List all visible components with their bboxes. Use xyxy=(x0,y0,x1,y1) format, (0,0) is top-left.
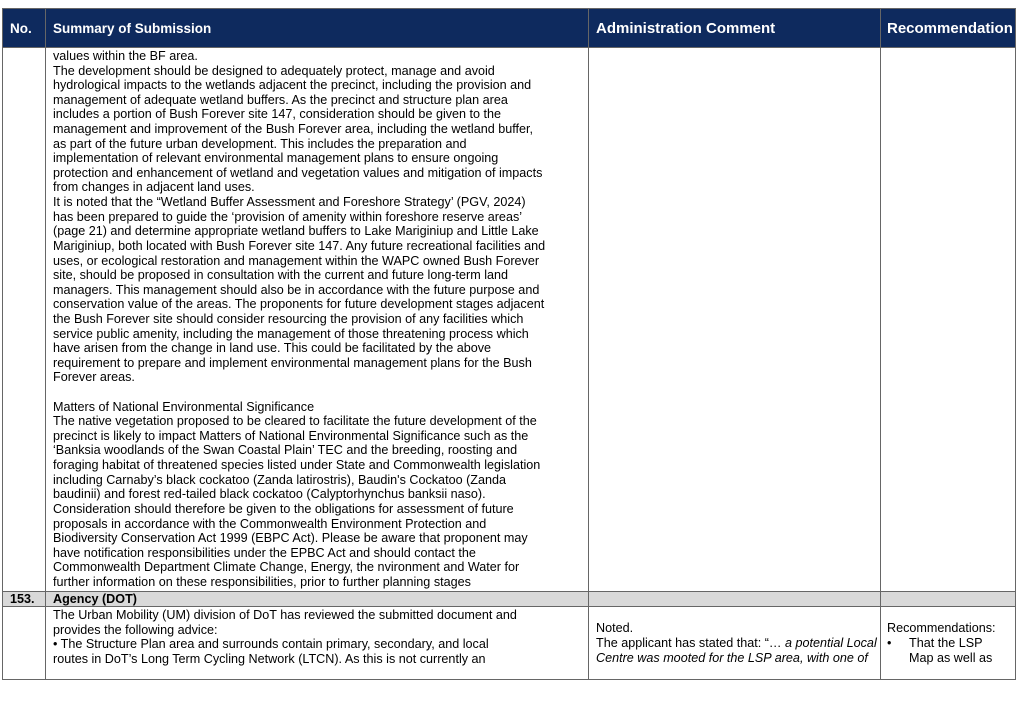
summary-line: provides the following advice: xyxy=(53,622,218,637)
summary-cell xyxy=(46,607,589,680)
admin-quote-italic: a potential Local xyxy=(785,636,877,650)
summary-line: have notification responsibilities under the EPBC Act and should contact the xyxy=(53,545,476,560)
agency-row xyxy=(3,592,1016,607)
recommendation-cell xyxy=(881,48,1016,592)
summary-line: routes in DoT’s Long Term Cycling Network (LTCN). As this is not currently an xyxy=(53,651,486,666)
summary-line: (page 21) and determine appropriate wetland buffers to Lake Mariginiup and Little Lake xyxy=(53,224,539,239)
summary-line: foraging habitat of threatened species listed under State and Commonwealth legislation xyxy=(53,458,541,473)
recommendation-cell xyxy=(881,607,1016,680)
summary-line: Consideration should therefore be given to the obligations for assessment of future xyxy=(53,501,514,516)
summary-line: from changes in adjacent land uses. xyxy=(53,180,255,195)
summary-line: It is noted that the “Wetland Buffer Assessment and Foreshore Strategy’ (PGV, 2024) xyxy=(53,195,526,210)
summary-line: The development should be designed to adequately protect, manage and avoid xyxy=(53,63,495,78)
header-admin-comment: Administration Comment xyxy=(589,9,881,48)
summary-line: baudinii) and forest red-tailed black cockatoo (Calyptorhynchus banksii naso). xyxy=(53,487,486,502)
rec-line-1: That the LSP xyxy=(909,636,983,650)
summary-line: hydrological impacts to the wetlands adjacent the precinct, including the provision and xyxy=(53,78,532,93)
summary-line: have arisen from the change in land use. This could be facilitated by the above xyxy=(53,341,492,356)
agency-label: Agency (DOT) xyxy=(46,592,589,607)
summary-line: ‘Banksia woodlands of the Swan Coastal Plain’ TEC and the breeding, roosting and xyxy=(53,443,518,458)
summary-line: Biodiversity Conservation Act 1999 (EBPC Act). Please be aware that proponent may xyxy=(53,531,528,546)
summary-line: site, should be proposed in consultation with the current and future long-term land xyxy=(53,268,509,283)
summary-line: precinct is likely to impact Matters of National Environmental Significance such as the xyxy=(53,428,529,443)
row-number-cell xyxy=(3,48,46,592)
table-row xyxy=(3,48,1016,592)
summary-line: has been prepared to guide the ‘provision of amenity within foreshore reserve areas’ xyxy=(53,209,523,224)
admin-quote-italic-line2: Centre was mooted for the LSP area, with one of xyxy=(596,651,868,665)
admin-comment-cell xyxy=(589,607,881,680)
summary-line: further information on these responsibilities, prior to further planning stages xyxy=(53,574,471,589)
summary-line: proposals in accordance with the Commonwealth Environment Protection and xyxy=(53,516,487,531)
summary-line: including Carnaby’s black cockatoo (Zanda latirostris), Baudin's Cockatoo (Zanda xyxy=(53,472,506,487)
summary-line: Mariginiup, both located with Bush Forever site 147. Any future recreational facilities and xyxy=(53,238,546,253)
summary-line: The Urban Mobility (UM) division of DoT has reviewed the submitted document and xyxy=(53,608,517,622)
admin-quote-plain: The applicant has stated that: “… xyxy=(596,636,786,650)
rec-bullet xyxy=(887,636,1011,666)
header-summary: Summary of Submission xyxy=(46,9,589,48)
summary-text-block-b xyxy=(53,400,582,590)
summary-line: service public amenity, including the management of those threatening process which xyxy=(53,326,529,341)
summary-line: managers. This management should also be in accordance with the future purpose and xyxy=(53,282,540,297)
summary-line: Forever areas. xyxy=(53,370,135,385)
summary-line: as part of the future urban development. This includes the preparation and xyxy=(53,136,467,151)
summary-line: management and improvement of the Bush Forever area, including the wetland buffer, xyxy=(53,122,534,137)
agency-number: 153. xyxy=(3,592,46,607)
summary-line: management of adequate wetland buffers. As the precinct and structure plan area xyxy=(53,92,508,107)
summary-line: conservation value of the areas. The proponents for future development stages adjacent xyxy=(53,297,545,312)
rec-title: Recommendations: xyxy=(887,621,996,635)
summary-cell xyxy=(46,48,589,592)
summary-line: requirement to prepare and implement environmental management plans for the Bush xyxy=(53,355,532,370)
summary-line: protection and enhancement of wetland and vegetation values and mitigation of impacts xyxy=(53,165,543,180)
summary-line: uses, or ecological restoration and management within the WAPC owned Bush Forever xyxy=(53,253,540,268)
submissions-table xyxy=(2,8,1016,680)
summary-line: the Bush Forever site should consider resourcing the provision of any facilities which xyxy=(53,311,524,326)
summary-line: includes a portion of Bush Forever site 147, consideration should be given to the xyxy=(53,107,502,122)
bullet-icon: • xyxy=(887,636,892,650)
admin-noted: Noted. xyxy=(596,621,634,635)
rec-line-2: Map as well as xyxy=(909,651,993,665)
summary-text-block-c xyxy=(53,608,582,666)
summary-line: • The Structure Plan area and surrounds contain primary, secondary, and local xyxy=(53,637,489,652)
header-recommendation: Recommendation xyxy=(881,9,1016,48)
table-header-row xyxy=(3,9,1016,48)
header-no: No. xyxy=(3,9,46,48)
summary-line: Matters of National Environmental Significance xyxy=(53,399,315,414)
summary-line: values within the BF area. xyxy=(53,49,198,63)
summary-line: implementation of relevant environmental management plans to ensure ongoing xyxy=(53,151,499,166)
table-row xyxy=(3,607,1016,680)
summary-line: Commonwealth Department Climate Change, Energy, the nvironment and Water for xyxy=(53,560,520,575)
summary-line: The native vegetation proposed to be cleared to facilitate the future development of the xyxy=(53,414,537,429)
row-number-cell xyxy=(3,607,46,680)
admin-comment-cell xyxy=(589,48,881,592)
summary-text-block-a xyxy=(53,49,582,385)
